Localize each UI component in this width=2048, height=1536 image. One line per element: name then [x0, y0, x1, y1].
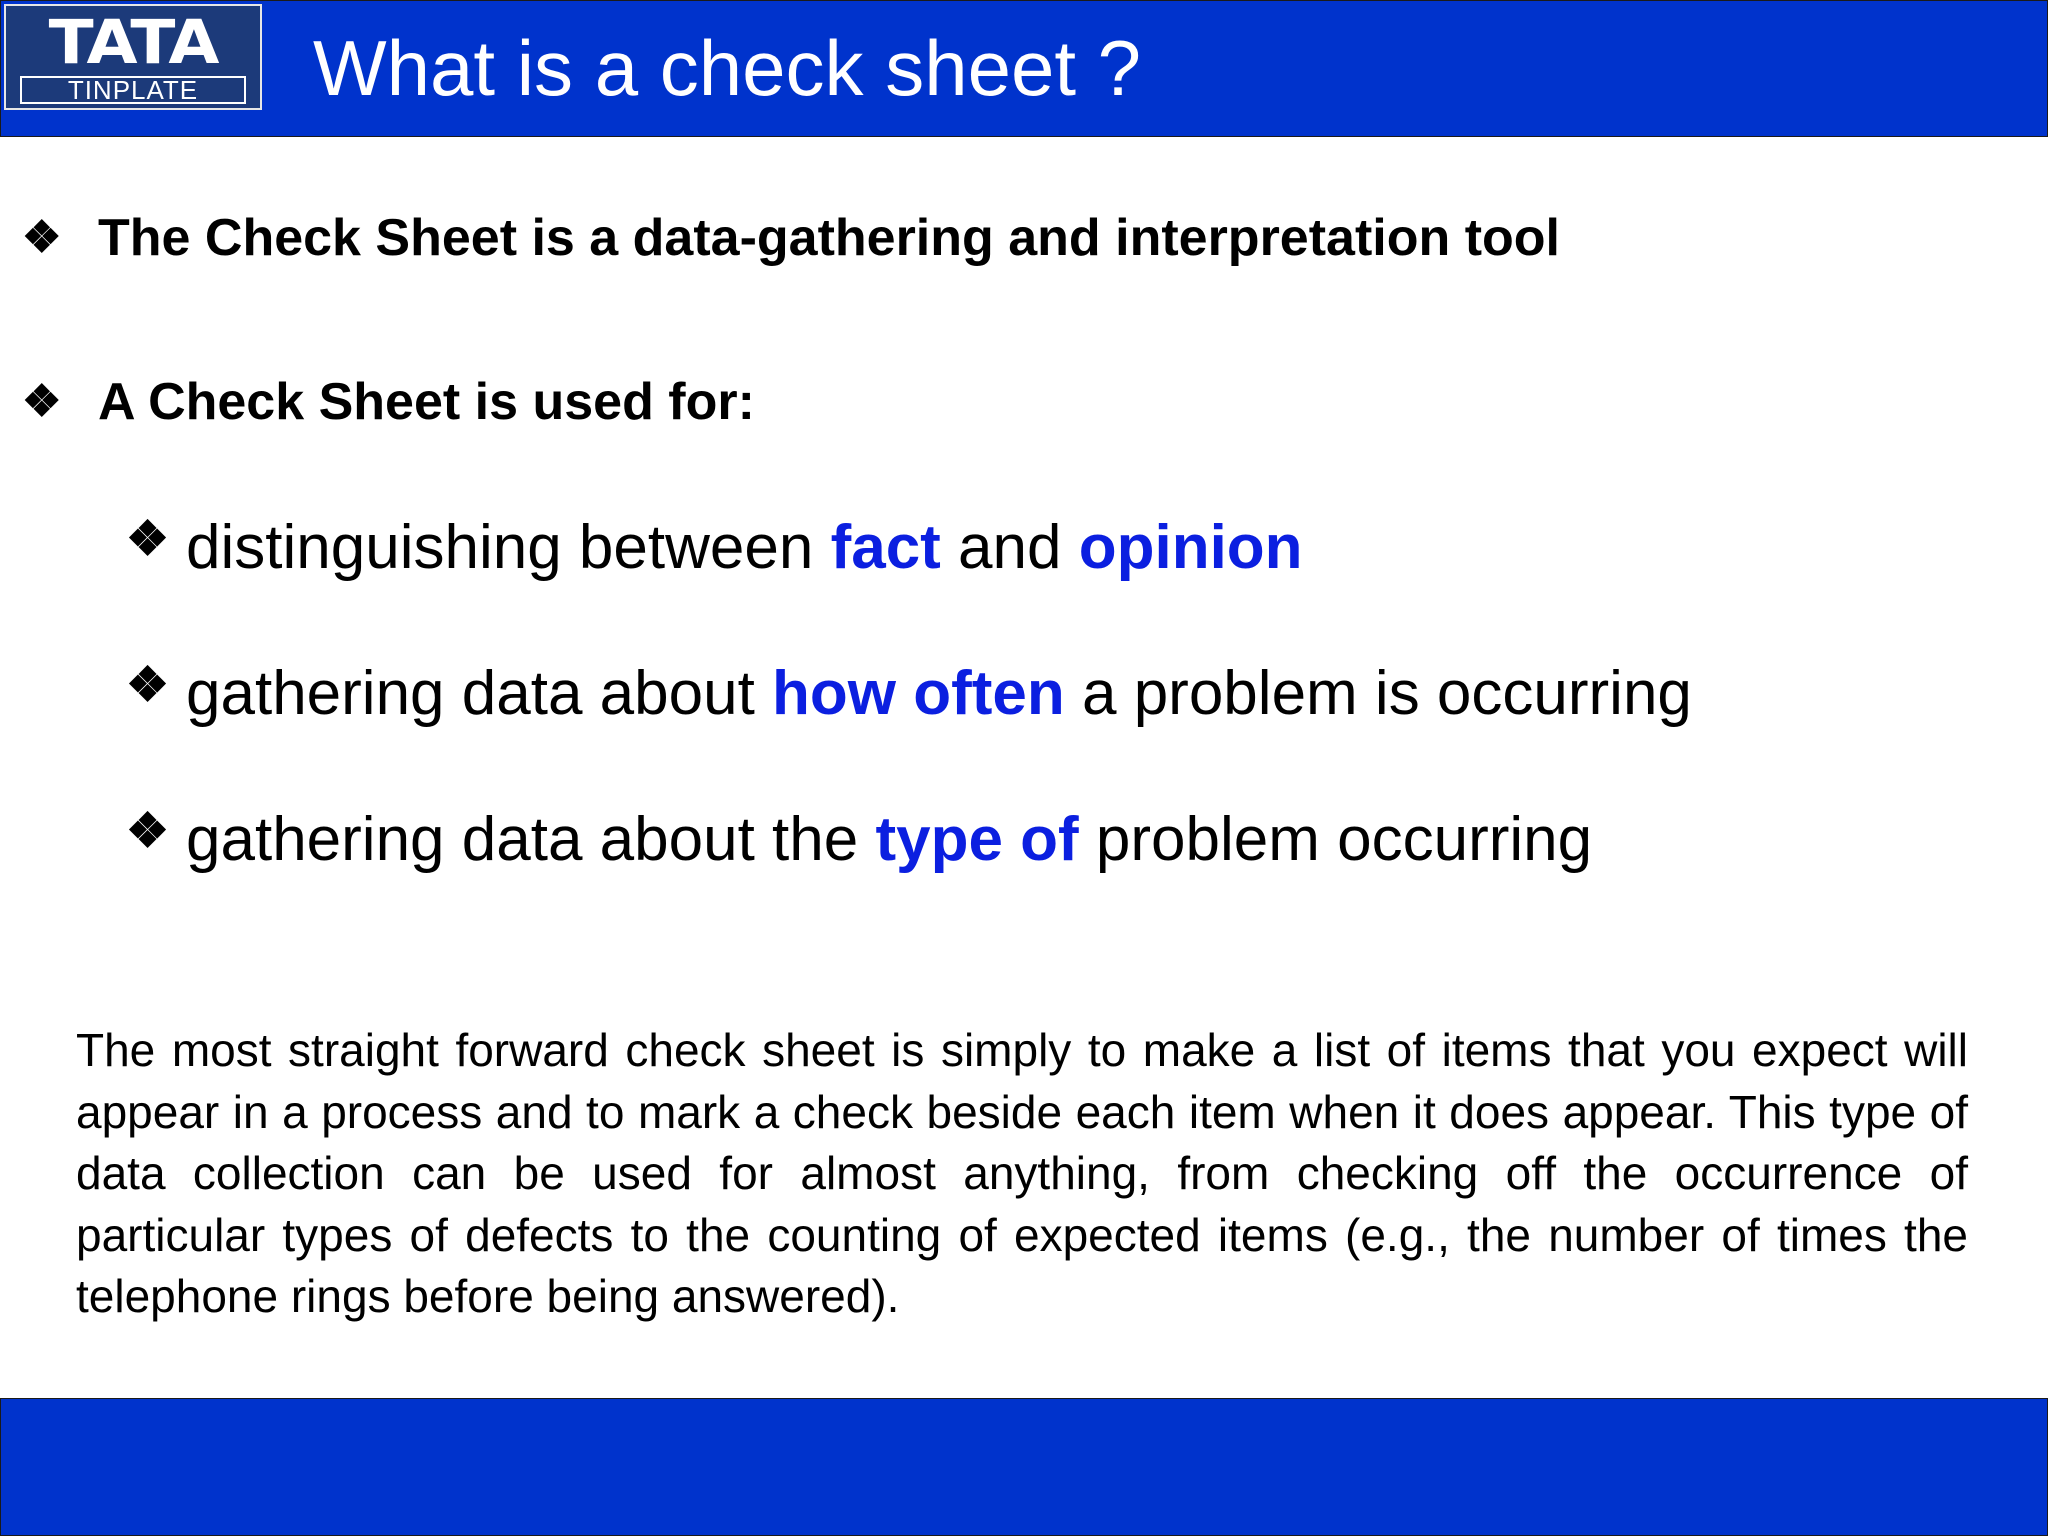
footer-bar: [0, 1398, 2048, 1536]
highlight-opinion: opinion: [1078, 513, 1303, 582]
bullet-text: The Check Sheet is a data-gathering and interpretation tool: [98, 209, 1560, 267]
sub-bullet-text: gathering data about: [186, 659, 773, 728]
highlight-type-of: type of: [875, 805, 1079, 874]
diamond-bullet-icon: ❖: [126, 659, 170, 712]
sub-bullet-text: problem occurring: [1078, 805, 1593, 874]
sub-bullet-type-of: [126, 804, 1592, 876]
logo-bottom-text: TINPLATE: [20, 76, 246, 104]
diamond-bullet-icon: ❖: [22, 377, 62, 426]
bullet-text: A Check Sheet is used for:: [98, 373, 755, 431]
diamond-bullet-icon: ❖: [22, 213, 62, 262]
slide-title: What is a check sheet ?: [313, 24, 1142, 112]
bullet-used-for: [22, 372, 755, 432]
sub-bullet-text: gathering data about the: [186, 805, 876, 874]
header-bar: [0, 0, 2048, 137]
tata-tinplate-logo: [4, 4, 262, 110]
sub-bullet-how-often: [126, 658, 1692, 730]
sub-bullet-text: and: [940, 513, 1079, 582]
bullet-data-gathering-tool: [22, 208, 1560, 268]
sub-bullet-text: distinguishing between: [186, 513, 831, 582]
sub-bullet-fact-opinion: [126, 512, 1303, 584]
highlight-fact: fact: [830, 513, 941, 582]
diamond-bullet-icon: ❖: [126, 805, 170, 858]
diamond-bullet-icon: ❖: [126, 513, 170, 566]
highlight-how-often: how often: [772, 659, 1065, 728]
logo-top-text: TATA: [48, 7, 218, 78]
sub-bullet-text: a problem is occurring: [1064, 659, 1692, 728]
explanation-paragraph: The most straight forward check sheet is simply to make a list of items that you expect will appear in a process and to mark a check beside each item when it does appear. This type of data collection can be used for almost anything, from checking off the occurrence of particular types of defects to the counting of expected items (e.g., the number of times the telephone rings before being answered).: [76, 1024, 1968, 1322]
